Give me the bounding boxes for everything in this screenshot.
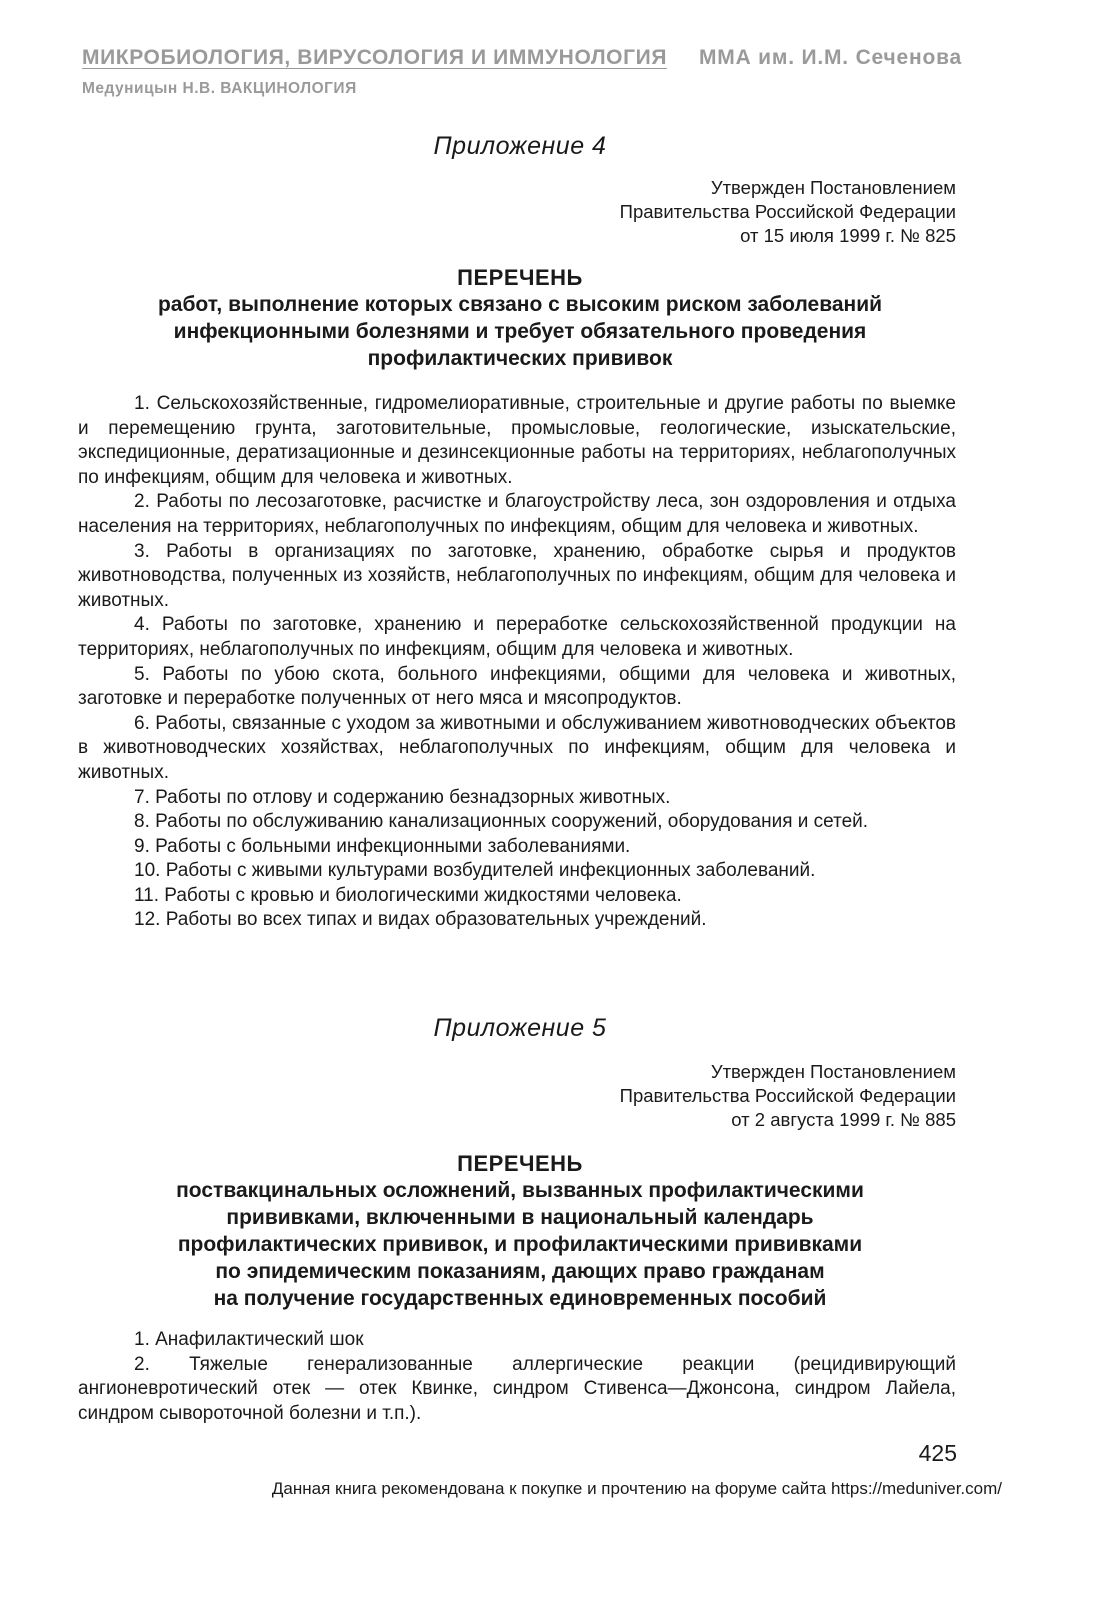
list-item: 10. Работы с живыми культурами возбудителей инфекционных заболеваний. [134,860,816,882]
approval-line: Правительства Российской Федерации [619,1085,956,1106]
running-header [82,46,962,70]
approval-line: Утвержден Постановлением [710,177,956,198]
list-subtitle-line: по эпидемическим показаниям, дающих право гражданам [215,1260,825,1283]
appendix-4-heading: Приложение 4 [433,132,607,160]
list-subtitle-line: профилактических прививок [367,347,673,370]
list-title: ПЕРЕЧЕНЬ [457,265,583,290]
list-item: 1. Анафилактический шок [134,1329,364,1350]
list-item: 4. Работы по заготовке, хранению и переработке сельскохозяйственной продукции на территориях, неблагополучных по инфекциям, общим для человека и животных. [78,614,956,660]
list-item: 9. Работы с больными инфекционными заболеваниями. [134,835,631,857]
list-subtitle-line: инфекционными болезнями и требует обязательного проведения [173,320,867,343]
list-subtitle-line: профилактических прививок, и профилактическими прививками [177,1233,863,1256]
list-item: 1. Сельскохозяйственные, гидромелиоративные, строительные и другие работы по выемке и перемещению грунта, заготовительные, промысловые, геологические, изыскательские, экспедиционные, дератизационные и дезинсекционные работы на территориях, неблагополучных по инфекциям, общим для человека и животных. [78,393,956,488]
header-subject: МИКРОБИОЛОГИЯ, ВИРУСОЛОГИЯ И ИММУНОЛОГИЯ [82,46,668,69]
list-subtitle-line: прививками, включенными в национальный календарь [226,1206,814,1229]
header-author-book: Медуницын Н.В. ВАКЦИНОЛОГИЯ [82,80,357,97]
appendix-5-approval [540,1060,956,1132]
list-item: 2. Работы по лесозаготовке, расчистке и благоустройству леса, зон оздоровления и отдыха населения на территориях, неблагополучных по инфекциям, общим для человека и животных. [78,491,956,537]
approval-line: Правительства Российской Федерации [619,201,956,222]
list-title: ПЕРЕЧЕНЬ [457,1151,583,1176]
list-item: 6. Работы, связанные с уходом за животными и обслуживанием животноводческих объектов в животноводческих хозяйствах, неблагополучных по инфекциям, общим для человека и животных. [78,712,956,783]
approval-line: от 2 августа 1999 г. № 885 [731,1109,956,1130]
list-item: 2. Тяжелые генерализованные аллергические реакции (рецидивирующий ангионевротический отек — отек Квинке, синдром Стивенса—Джонсона, синдром Лайела, синдром сывороточной болезни и т.п.). [78,1353,956,1424]
page-number: 425 [918,1440,957,1466]
footer-note: Данная книга рекомендована к покупке и прочтению на форуме сайта https://meduniver.com/ [271,1479,1002,1498]
approval-line: Утвержден Постановлением [710,1061,956,1082]
list-item: 12. Работы во всех типах и видах образовательных учреждений. [134,909,707,931]
list-item: 7. Работы по отлову и содержанию безнадзорных животных. [134,786,671,808]
approval-line: от 15 июля 1999 г. № 825 [740,225,956,246]
appendix-4-approval [540,176,956,248]
list-subtitle-line: поствакцинальных осложнений, вызванных профилактическими [176,1179,864,1202]
appendix-5-heading: Приложение 5 [433,1014,607,1042]
appendix-5-list [78,1328,956,1426]
list-item: 11. Работы с кровью и биологическими жидкостями человека. [134,884,682,906]
list-item: 5. Работы по убою скота, больного инфекциями, общими для человека и животных, заготовке и переработке полученных от него мяса и мясопродуктов. [78,663,956,710]
appendix-4-title-block [70,264,970,372]
appendix-5-title-block [70,1150,970,1312]
list-item: 8. Работы по обслуживанию канализационных сооружений, оборудования и сетей. [134,811,869,833]
appendix-4-list [78,392,956,933]
header-institution: ММА им. И.М. Сеченова [698,46,962,69]
list-subtitle-line: на получение государственных единовременных пособий [213,1287,827,1310]
list-subtitle-line: работ, выполнение которых связано с высоким риском заболеваний [157,293,883,316]
list-item: 3. Работы в организациях по заготовке, хранению, обработке сырья и продуктов животноводства, полученных из хозяйств, неблагополучных по инфекциям, общим для человека и животных. [78,540,956,611]
